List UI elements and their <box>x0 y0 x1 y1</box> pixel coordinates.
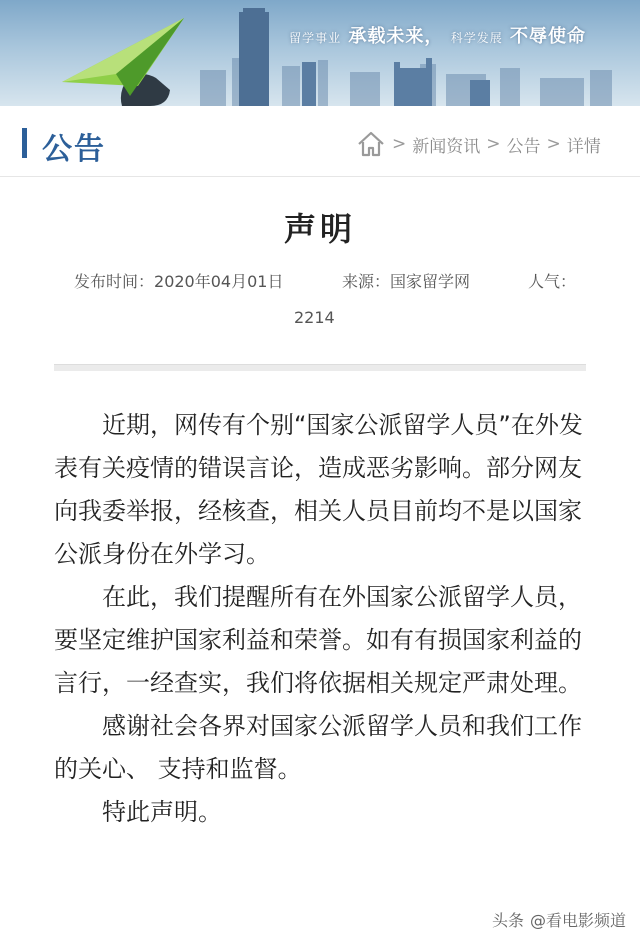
watermark-author: @看电影频道 <box>529 911 626 930</box>
source-label: 来源： <box>342 272 391 291</box>
section-title: 公告 <box>42 132 106 167</box>
home-icon[interactable] <box>356 130 386 158</box>
section-accent-bar <box>22 128 27 158</box>
publish-date: 2020年04月01日 <box>154 272 284 291</box>
watermark <box>492 908 626 931</box>
breadcrumb-separator: > <box>546 134 561 154</box>
content-divider <box>54 364 586 371</box>
article-paragraph: 感谢社会各界对国家公派留学人员和我们工作的关心、 支持和监督。 <box>54 712 582 783</box>
article-body <box>54 404 586 834</box>
publish-label: 发布时间： <box>74 272 155 291</box>
header-banner <box>0 0 640 106</box>
article-paragraph: 在此，我们提醒所有在外国家公派留学人员，要坚定维护国家利益和荣誉。如有有损国家利益的言行，一经查实，我们将依据相关规定严肃处理。 <box>54 583 582 697</box>
watermark-platform: 头条 <box>491 911 524 930</box>
views-label: 人气： <box>528 272 577 291</box>
article-meta <box>74 264 594 336</box>
breadcrumb-news[interactable]: 新闻资讯 <box>412 136 481 157</box>
source-value: 国家留学网 <box>390 272 471 291</box>
article-title: 声明 <box>283 210 356 248</box>
breadcrumb-detail: 详情 <box>566 136 601 157</box>
article-paragraph: 近期，网传有个别“国家公派留学人员”在外发表有关疫情的错误言论，造成恶劣影响。部分网友向我委举报，经核查，相关人员目前均不是以国家公派身份在外学习。 <box>54 411 583 568</box>
breadcrumb-separator: > <box>486 134 501 154</box>
paper-plane-icon <box>62 18 184 96</box>
city-skyline-illustration <box>0 0 640 106</box>
article-paragraph: 特此声明。 <box>102 798 222 826</box>
views-count: 2214 <box>294 308 335 327</box>
breadcrumb <box>356 130 601 158</box>
breadcrumb-separator: > <box>392 134 407 154</box>
banner-slogan: 留学事业 承载未来， 科学发展 不辱使命 <box>289 26 586 47</box>
header-divider <box>0 176 640 177</box>
breadcrumb-notice[interactable]: 公告 <box>506 136 541 157</box>
